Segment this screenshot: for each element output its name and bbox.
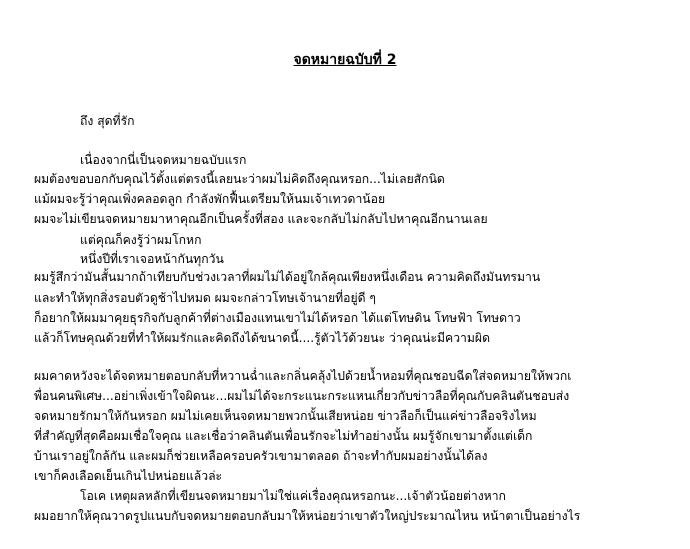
text-line: แม้ผมจะรู้ว่าคุณเพิ่งคลอดลูก กำลังพักฟื้นเตรียมให้นมเจ้าเทวดาน้อย <box>34 192 386 206</box>
text-line: ที่สำคัญที่สุดคือผมเชื่อใจคุณ และเชื่อว่าคลินตันเพื่อนรักจะไม่ทำอย่างนั้น ผมรู้จักเขามาตั้งแต่เด็ก <box>34 429 533 443</box>
text-line: แต่คุณก็คงรู้ว่าผมโกหก <box>80 233 202 247</box>
text-line: ผมคาดหวังจะได้จดหมายตอบกลับที่หวานฉ่ำและกลิ่นคลุ้งไปด้วยน้ำหอมที่คุณชอบฉีดใส่จดหมายให้พวกเ <box>34 369 572 383</box>
text-line: ผมต้องขอบอกกับคุณไว้ตั้งแต่ตรงนี้เลยนะว่าผมไม่คิดถึงคุณหรอก...ไม่เลยสักนิด <box>34 172 445 186</box>
text-line: ผมรู้สึกว่ามันสั้นมากถ้าเทียบกับช่วงเวลาที่ผมไม่ได้อยู่ใกล้คุณเพียงหนึ่งเดือน ความคิดถึงมันทรมาน <box>34 270 541 284</box>
text-line: แล้วก็โทษคุณด้วยที่ทำให้ผมรักและคิดถึงได้ขนาดนี้....รู้ตัวไว้ด้วยนะ ว่าคุณน่ะมีความผิด <box>34 331 490 345</box>
text-line: บ้านเราอยู่ใกล้กัน และผมก็ช่วยเหลือครอบครัวเขามาตลอด ถ้าจะทำกับผมอย่างนั้นได้ลง <box>34 449 488 463</box>
text-line: เขาก็คงเลือดเย็นเกินไปหน่อยแล้วล่ะ <box>34 469 223 483</box>
text-line: ผมจะไม่เขียนจดหมายมาหาคุณอีกเป็นครั้งที่สอง และจะกลับไม่กลับไปหาคุณอีกนานเลย <box>34 212 488 226</box>
text-line: หนึ่งปีที่เราเจอหน้ากันทุกวัน <box>80 252 224 266</box>
text-line: โอเค เหตุผลหลักที่เขียนจดหมายมาไม่ใช่แค่เรื่องคุณหรอกนะ...เจ้าตัวน้อยต่างหาก <box>80 489 506 503</box>
text-line: เนื่องจากนี่เป็นจดหมายฉบับแรก <box>80 153 247 167</box>
greeting-line: ถึง สุดที่รัก <box>80 114 135 128</box>
letter-title: จดหมายฉบับที่ 2 <box>293 52 397 68</box>
text-line: จดหมายรักมาให้กันหรอก ผมไม่เคยเห็นจดหมายพวกนั้นเสียหน่อย ข่าวลือก็เป็นแค่ข่าวลือจริงไหม <box>34 409 537 423</box>
text-line: และทำให้ทุกสิ่งรอบตัวดูช้าไปหมด ผมจะกล่าวโทษเจ้านายที่อยู่ดี ๆ <box>34 291 376 305</box>
text-line: ผมอยากให้คุณวาดรูปแนบกับจดหมายตอบกลับมาให้หน่อยว่าเขาตัวใหญ่ประมาณไหน หน้าตาเป็นอย่างไร <box>34 509 581 523</box>
text-line: พื่อนคนพิเศษ...อย่าเพิ่งเข้าใจผิดนะ...ผมไม่ได้จะกระแนะกระแหนเกี่ยวกับข่าวลือที่คุณกับคลินตันชอบส่ง <box>34 389 570 403</box>
text-line: ก็อยากให้ผมมาคุยธุรกิจกับลูกค้าที่ต่างเมืองแทนเขาไม่ได้หรอก ได้แต่โทษดิน โทษฟ้า โทษดาว <box>34 311 521 325</box>
